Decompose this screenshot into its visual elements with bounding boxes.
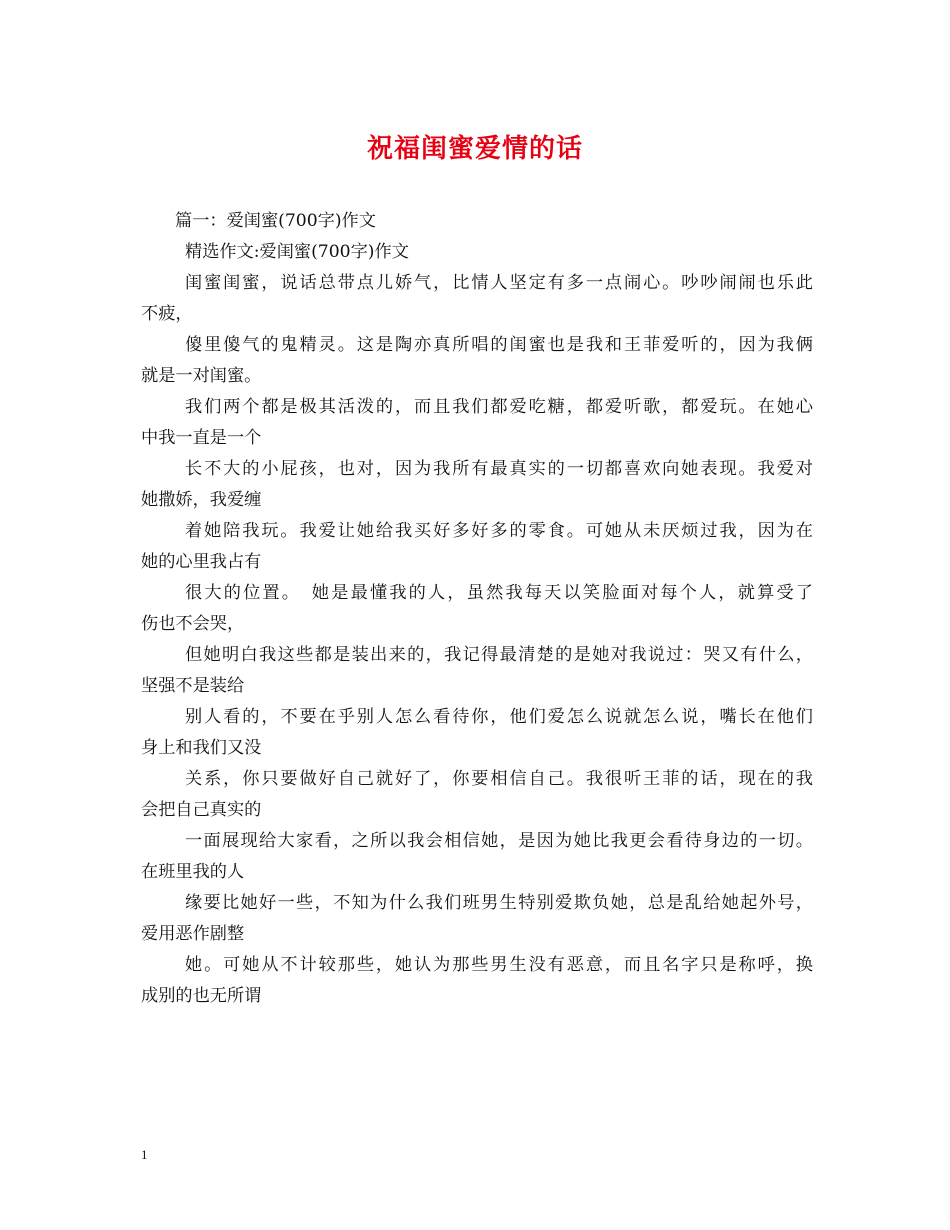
body-line: 她。可她从不计较那些，她认为那些男生没有恶意，而且名字只是称呼，换 xyxy=(185,955,813,975)
document-body xyxy=(141,206,813,1012)
body-line: 身上和我们又没 xyxy=(141,738,262,758)
body-line: 关系，你只要做好自己就好了，你要相信自己。我很听王菲的话，现在的我 xyxy=(185,769,813,789)
body-line: 一面展现给大家看，之所以我会相信她，是因为她比我更会看待身边的一切。 xyxy=(185,831,813,851)
body-line: 傻里傻气的鬼精灵。这是陶亦真所唱的闺蜜也是我和王菲爱听的，因为我俩 xyxy=(185,335,813,355)
body-line: 我们两个都是极其活泼的，而且我们都爱吃糖，都爱听歌，都爱玩。在她心 xyxy=(185,397,813,417)
body-line: 别人看的，不要在乎别人怎么看待你，他们爱怎么说就怎么说，嘴长在他们 xyxy=(185,707,813,727)
body-line: 爱用恶作剧整 xyxy=(141,924,245,944)
body-line: 但她明白我这些都是装出来的，我记得最清楚的是她对我说过：哭又有什么， xyxy=(185,645,813,665)
body-line: 精选作文:爱闺蜜(700字)作文 xyxy=(185,242,409,262)
page-number: 1 xyxy=(141,1147,148,1162)
body-line: 成别的也无所谓 xyxy=(141,986,262,1006)
body-line: 她撒娇，我爱缠 xyxy=(141,490,262,510)
body-line: 在班里我的人 xyxy=(141,862,245,882)
body-line: 长不大的小屁孩，也对，因为我所有最真实的一切都喜欢向她表现。我爱对 xyxy=(185,459,813,479)
body-line: 闺蜜闺蜜，说话总带点儿娇气，比情人坚定有多一点闹心。吵吵闹闹也乐此 xyxy=(185,273,813,293)
body-line: 中我一直是一个 xyxy=(141,428,262,448)
body-line: 伤也不会哭， xyxy=(141,614,245,634)
document-title: 祝福闺蜜爱情的话 xyxy=(366,134,583,164)
body-line: 她的心里我占有 xyxy=(141,552,262,572)
body-line: 很大的位置。 她是最懂我的人，虽然我每天以笑脸面对每个人，就算受了 xyxy=(185,583,813,603)
body-line: 坚强不是装给 xyxy=(141,676,245,696)
body-line: 不疲， xyxy=(141,304,193,324)
body-line: 会把自己真实的 xyxy=(141,800,262,820)
body-line: 着她陪我玩。我爱让她给我买好多好多的零食。可她从未厌烦过我，因为在 xyxy=(185,521,813,541)
body-line: 缘要比她好一些，不知为什么我们班男生特别爱欺负她，总是乱给她起外号， xyxy=(185,893,813,913)
body-line: 就是一对闺蜜。 xyxy=(141,366,262,386)
body-line: 篇一：爱闺蜜(700字)作文 xyxy=(175,211,376,231)
